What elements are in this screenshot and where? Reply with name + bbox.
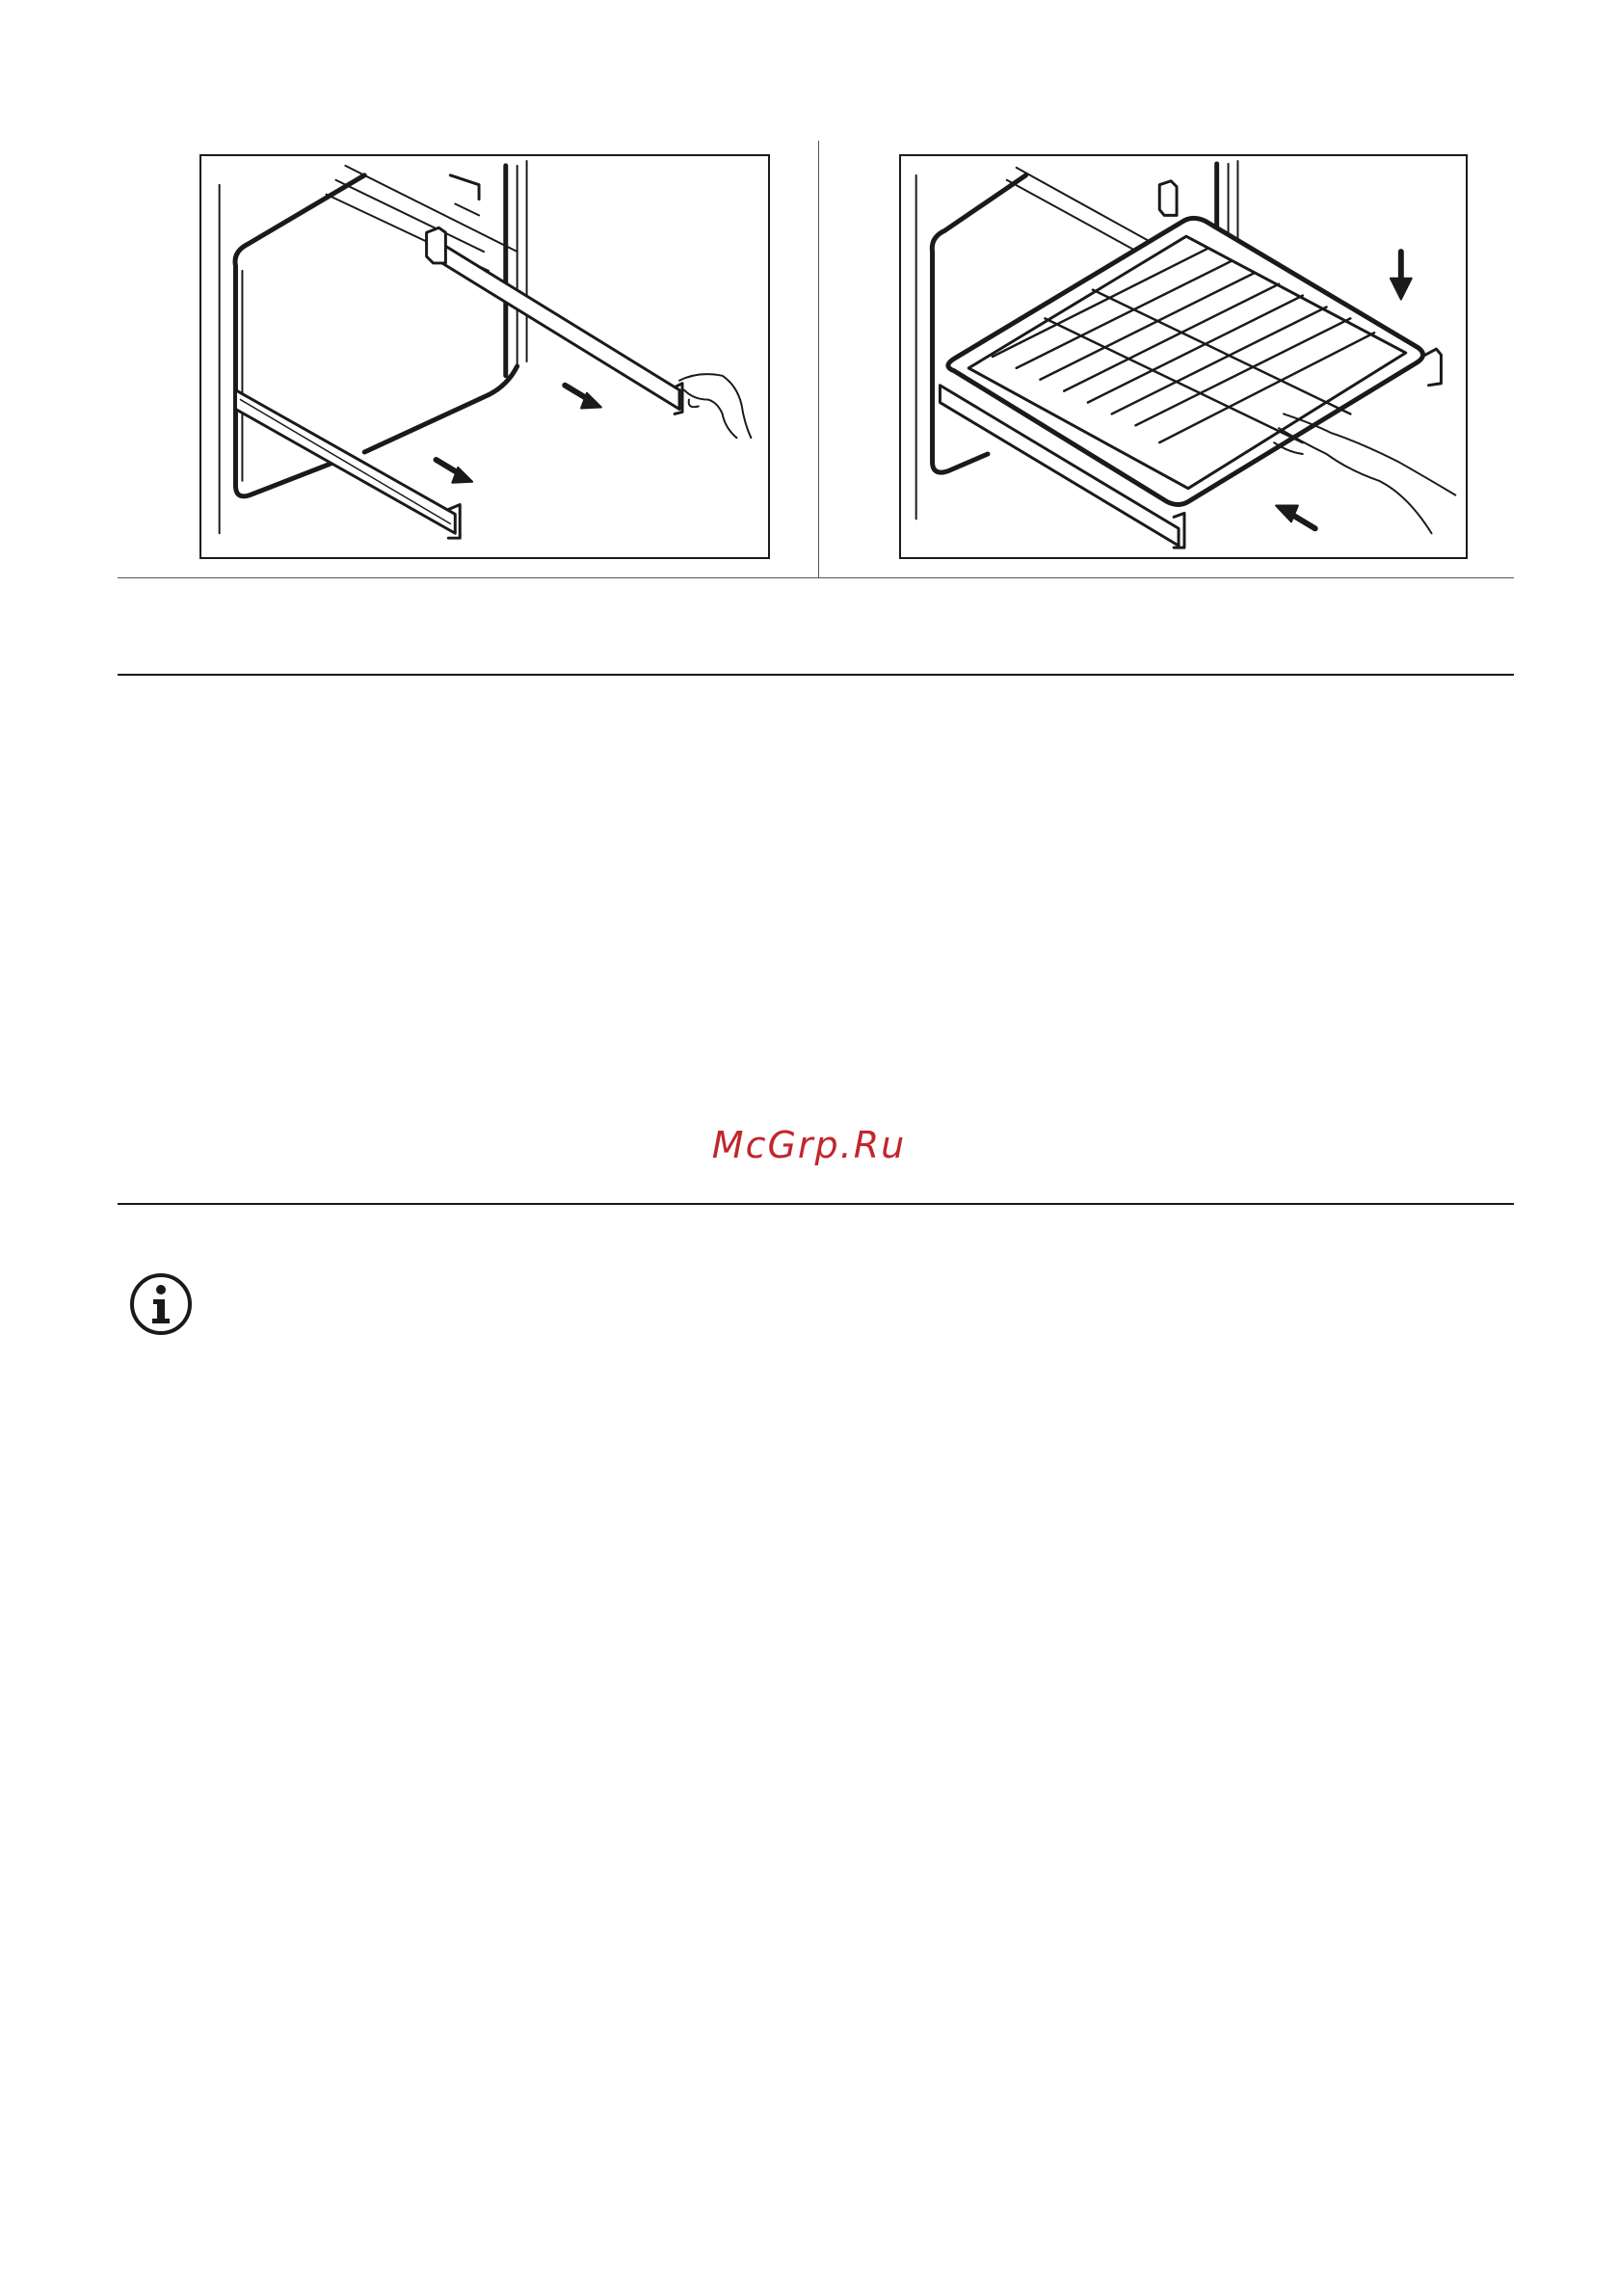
figure-divider xyxy=(818,141,819,578)
watermark-text: McGrp.Ru xyxy=(711,1124,907,1166)
section-rule-bottom xyxy=(118,1203,1514,1205)
info-icon xyxy=(127,1270,195,1338)
section-rule-top xyxy=(118,674,1514,676)
oven-wire-shelf-illustration xyxy=(901,156,1466,557)
figure-bottom-rule xyxy=(118,577,1514,578)
figure-remove-runners xyxy=(199,154,770,559)
oven-runners-illustration xyxy=(201,156,768,557)
figure-insert-shelf xyxy=(899,154,1468,559)
